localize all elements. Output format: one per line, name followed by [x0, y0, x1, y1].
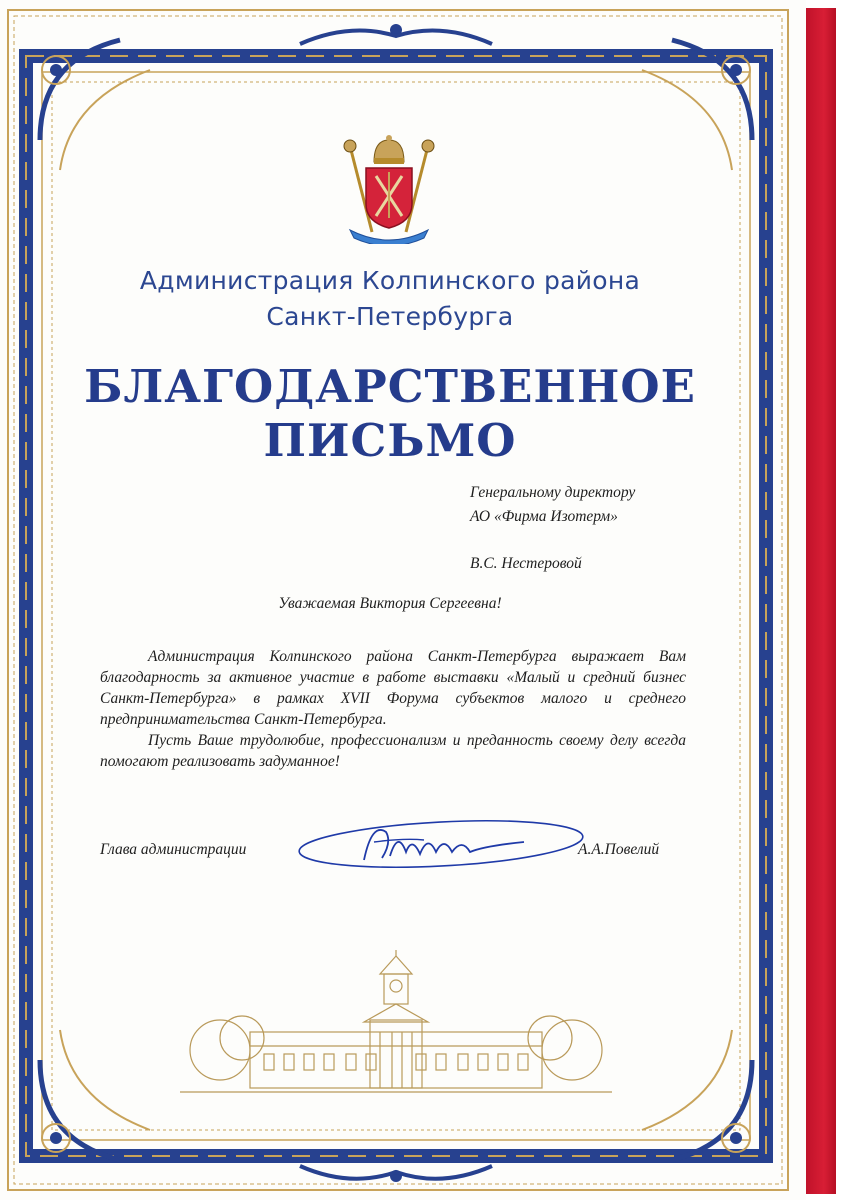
red-edge-strip: [806, 8, 836, 1194]
recipient-position-line2: АО «Фирма Изотерм»: [470, 508, 618, 525]
org-name-line1: Администрация Колпинского района: [139, 266, 641, 295]
document-title-line2: ПИСЬМО: [263, 414, 517, 467]
signatory-role: Глава администрации: [100, 841, 247, 858]
greeting: Уважаемая Виктория Сергеевна!: [278, 595, 502, 612]
building-illustration: [180, 950, 612, 1100]
letter-body: [100, 646, 686, 772]
body-paragraph-1: Администрация Колпинского района Санкт-Петербурга выражает Вам благодарность за активное участие в работе выставки «Малый и средний бизнес Санкт-Петербурга» в рамках XVII Форума субъектов малого и среднего предпринимательства Санкт-Петербурга.: [100, 648, 686, 728]
recipient-position-line1: Генеральному директору: [470, 484, 636, 501]
body-paragraph-2: Пусть Ваше трудолюбие, профессионализм и преданность своему делу всегда помогают реализовать задуманное!: [100, 732, 686, 770]
org-name-line2: Санкт-Петербурга: [266, 302, 514, 331]
handwritten-signature: [294, 812, 588, 878]
document-title-line1: БЛАГОДАРСТВЕННОЕ: [84, 360, 696, 413]
coat-of-arms-icon: [336, 132, 442, 244]
signatory-name: А.А.Повелий: [578, 841, 660, 858]
recipient-name: В.С. Нестеровой: [470, 555, 582, 572]
